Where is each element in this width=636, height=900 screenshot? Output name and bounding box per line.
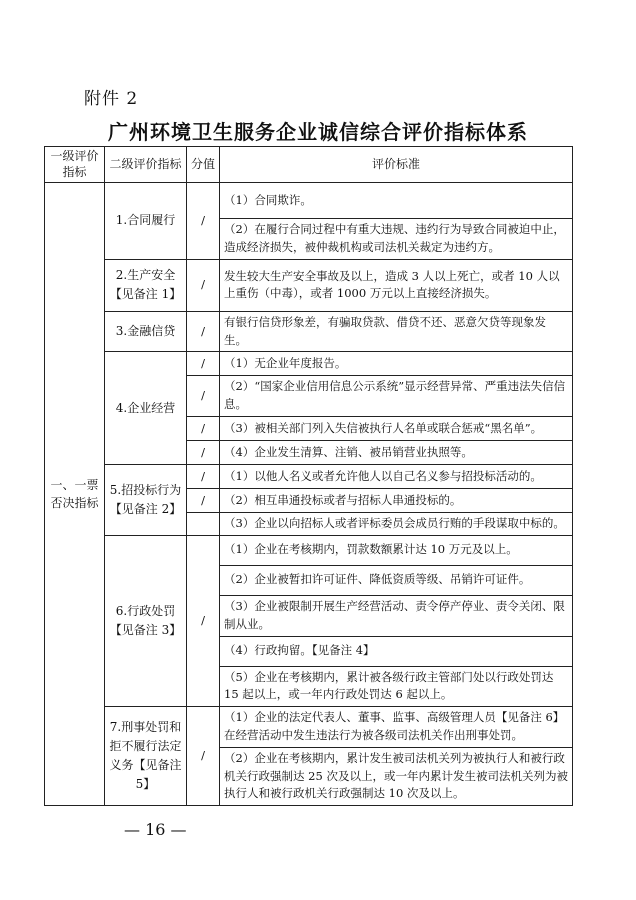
column-header-criteria: 评价标准 [220, 147, 573, 183]
level2-bidding: 5.招投标行为【见备注 2】 [105, 465, 187, 536]
column-header-level2: 二级评价指标 [105, 147, 187, 183]
criterion-cell: （4）行政拘留。【见备注 4】 [220, 636, 573, 666]
criterion-cell: （1）企业的法定代表人、董事、监事、高级管理人员【见备注 6】在经营活动中发生违法行为被各级司法机关作出刑事处罚。 [220, 707, 573, 748]
table-row [45, 352, 573, 376]
criterion-cell: （3）企业以向招标人或者评标委员会成员行贿的手段谋取中标的。 [220, 513, 573, 536]
criterion-cell: （1）合同欺诈。 [220, 183, 573, 219]
criterion-cell: （1）以他人名义或者允许他人以自己名义参与招投标活动的。 [220, 465, 573, 489]
score-cell: / [187, 311, 220, 352]
criterion-cell: （3）企业被限制开展生产经营活动、责令停产停业、责令关闭、限制从业。 [220, 595, 573, 636]
score-cell: / [187, 259, 220, 311]
level2-contract: 1.合同履行 [105, 183, 187, 260]
criterion-cell: 发生较大生产安全事故及以上，造成 3 人以上死亡，或者 10 人以上重伤（中毒），或者 1000 万元以上直接经济损失。 [220, 259, 573, 311]
column-header-score: 分值 [187, 147, 220, 183]
score-cell: / [187, 417, 220, 441]
document-title: 广州环境卫生服务企业诚信综合评价指标体系 [108, 120, 528, 144]
score-cell: / [187, 535, 220, 706]
level2-operation: 4.企业经营 [105, 352, 187, 465]
column-header-level1: 一级评价指标 [45, 147, 105, 183]
score-cell [187, 513, 220, 536]
score-cell: / [187, 441, 220, 465]
criterion-cell: （2）企业被暂扣许可证件、降低资质等级、吊销许可证件。 [220, 565, 573, 595]
table-row [45, 535, 573, 565]
table-row [45, 259, 573, 311]
criterion-cell: （2）企业在考核期内，累计发生被司法机关列为被执行人和被行政机关行政强制达 25 次及以上，或一年内累计发生被司法机关列为被执行人和被行政机关行政强制达 10 次及以上。 [220, 747, 573, 805]
page-number: — 16 — [124, 820, 187, 839]
level2-safety: 2.生产安全【见备注 1】 [105, 259, 187, 311]
criterion-cell: （4）企业发生清算、注销、被吊销营业执照等。 [220, 441, 573, 465]
criterion-cell: （5）企业在考核期内，累计被各级行政主管部门处以行政处罚达 15 起以上，或一年内行政处罚达 6 起以上。 [220, 666, 573, 707]
criterion-cell: （2）相互串通投标或者与招标人串通投标的。 [220, 489, 573, 513]
score-cell: / [187, 352, 220, 376]
level2-finance: 3.金融信贷 [105, 311, 187, 352]
evaluation-index-table [44, 146, 573, 806]
criterion-cell: （1）无企业年度报告。 [220, 352, 573, 376]
criterion-cell: 有银行信贷形象差，有骗取贷款、借贷不还、恶意欠贷等现象发生。 [220, 311, 573, 352]
table-header-row [45, 147, 573, 183]
score-cell: / [187, 707, 220, 806]
level2-admin-penalty: 6.行政处罚【见备注 3】 [105, 535, 187, 706]
score-cell: / [187, 183, 220, 260]
table-row [45, 311, 573, 352]
criterion-cell: （2）“国家企业信用信息公示系统”显示经营异常、严重违法失信信息。 [220, 376, 573, 417]
criterion-cell: （2）在履行合同过程中有重大违规、违约行为导致合同被迫中止，造成经济损失，被仲裁机构或司法机关裁定为违约方。 [220, 219, 573, 260]
table-row [45, 707, 573, 748]
attachment-label: 附件 2 [84, 89, 139, 109]
score-cell: / [187, 376, 220, 417]
criterion-cell: （1）企业在考核期内，罚款数额累计达 10 万元及以上。 [220, 535, 573, 565]
table-row [45, 465, 573, 489]
score-cell: / [187, 489, 220, 513]
level1-indicator: 一、一票否决指标 [45, 183, 105, 806]
level2-criminal: 7.刑事处罚和拒不履行法定义务【见备注 5】 [105, 707, 187, 806]
criterion-cell: （3）被相关部门列入失信被执行人名单或联合惩戒“黑名单”。 [220, 417, 573, 441]
table-row [45, 183, 573, 219]
score-cell: / [187, 465, 220, 489]
